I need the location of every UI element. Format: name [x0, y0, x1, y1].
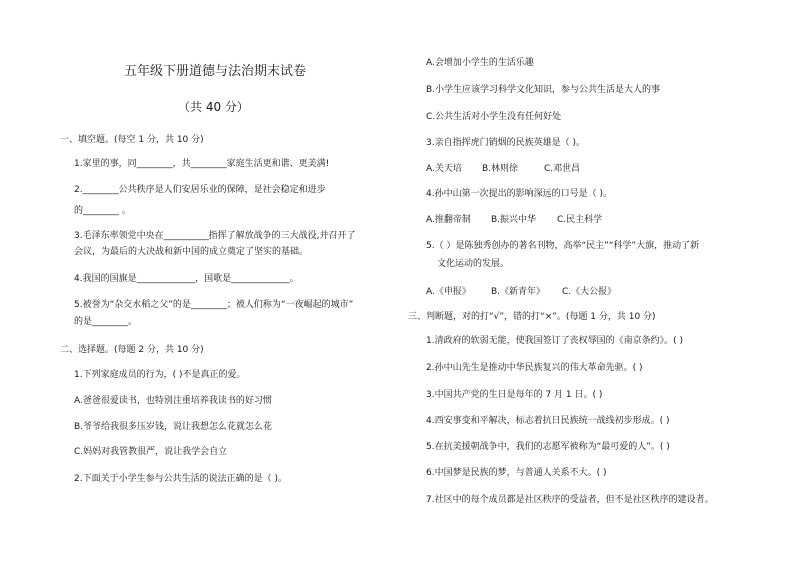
judge-question-1: 1.清政府的软弱无能，使我国签订了丧权辱国的《南京条约》。( ): [426, 336, 683, 346]
section1-heading: 一、填空题。(每空 1 分，共 10 分): [60, 135, 204, 145]
choice-question-5-option-c: C.《大公报》: [562, 287, 617, 297]
choice-question-1-option-a: A.爸爸很爱读书，也特别注重培养我读书的好习惯: [74, 396, 272, 406]
choice-question-5-line2: 文化运动的发展。: [437, 259, 510, 269]
fill-question-4: 4.我国的国旗是_____________，国歌是_____________。: [74, 274, 299, 284]
choice-question-3-option-b: B.林则徐: [482, 164, 519, 174]
choice-question-4-option-b: B.振兴中华: [491, 215, 537, 225]
choice-question-4-option-a: A.推翻帝制: [426, 215, 471, 225]
fill-question-3-line1: 3.毛泽东率领党中央在__________指挥了解放战争的三大战役,并召开了: [74, 231, 356, 241]
choice-question-4: 4.孙中山第一次提出的影响深远的口号是（ )。: [426, 189, 612, 199]
choice-question-2-option-c: C.公共生活对小学生没有任何好处: [426, 112, 562, 122]
fill-question-3-line2: 会议，为最后的大决战和新中国的成立奠定了坚实的基础。: [74, 247, 309, 257]
choice-question-2-option-a: A.会增加小学生的生活乐趣: [426, 58, 534, 68]
judge-question-3: 3.中国共产党的生日是每年的 7 月 1 日。( ): [426, 390, 603, 400]
choice-question-1-option-c: C.妈妈对我管教很严，说让我学会自立: [74, 447, 228, 457]
choice-question-2-option-b: B.小学生应该学习科学文化知识，参与公共生活是大人的事: [426, 85, 661, 95]
choice-question-3-option-a: A.关天培: [426, 164, 462, 174]
choice-question-5-option-b: B.《新青年》: [491, 287, 546, 297]
choice-question-2: 2.下面关于小学生参与公共生活的说法正确的是（ )。: [74, 474, 287, 484]
fill-question-1: 1.家里的事，同________，共________家庭生活更和谐、更美满!: [74, 159, 330, 169]
section3-heading: 三、判断题，对的打“√”，错的打“×”。(每题 1 分，共 10 分): [408, 312, 656, 322]
page-subtitle: （共 40 分）: [178, 100, 249, 114]
judge-question-2: 2.孙中山先生是推动中华民族复兴的伟大革命先驱。( ): [426, 363, 643, 373]
fill-question-2-line2: 的________ 。: [74, 206, 131, 216]
judge-question-5: 5.在抗美援朝战争中，我们的志愿军被称为“最可爱的人”。( ): [426, 442, 670, 452]
judge-question-6: 6.中国梦是民族的梦，与普通人关系不大。( ): [426, 468, 607, 478]
choice-question-1-option-b: B.爷爷给我很多压岁钱，说让我想怎么花就怎么花: [74, 422, 273, 432]
choice-question-5-line1: 5.（ ）是陈独秀创办的著名刊物，高举“民主”“科学”大旗，推动了新: [426, 241, 700, 251]
choice-question-3: 3.亲自指挥虎门销烟的民族英雄是（ )。: [426, 138, 585, 148]
section2-heading: 二、选择题。(每题 2 分，共 10 分): [60, 345, 204, 355]
judge-question-4: 4.西安事变和平解决，标志着抗日民族统一战线初步形成。( ): [426, 416, 670, 426]
choice-question-1: 1.下列家庭成员的行为，( )不是真正的爱。: [74, 370, 246, 380]
page-title: 五年级下册道德与法治期末试卷: [124, 64, 307, 79]
judge-question-7: 7.社区中的每个成员都是社区秩序的受益者，但不是社区秩序的建设者。: [426, 495, 714, 505]
choice-question-4-option-c: C.民主科学: [557, 215, 603, 225]
fill-question-5-line1: 5.被誉为“杂交水稻之父”的是________；被人们称为“一夜崛起的城市”: [74, 300, 354, 310]
choice-question-5-option-a: A.《申报》: [426, 287, 471, 297]
fill-question-2-line1: 2.________公共秩序是人们安居乐业的保障，是社会稳定和进步: [74, 185, 326, 195]
choice-question-3-option-c: C.邓世昌: [544, 164, 581, 174]
fill-question-5-line2: 的是________。: [74, 317, 138, 327]
